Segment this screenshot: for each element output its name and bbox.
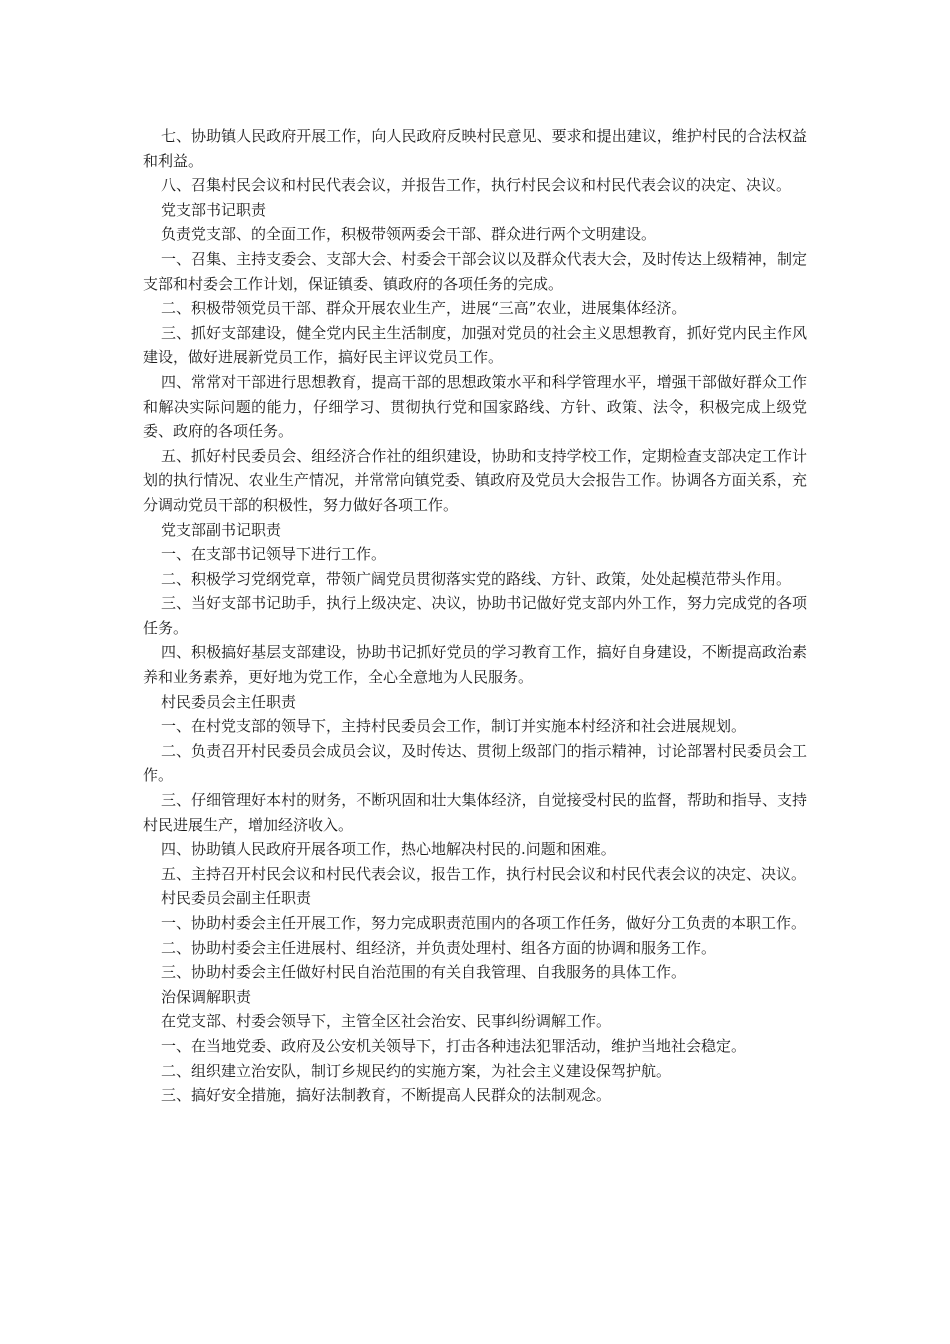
paragraph: 三、搞好安全措施，搞好法制教育，不断提高人民群众的法制观念。 — [161, 1086, 612, 1105]
paragraph: 二、积极带领党员干部、群众开展农业生产，进展“三高”农业，进展集体经济。 — [161, 299, 687, 318]
paragraph: 八、召集村民会议和村民代表会议，并报告工作，执行村民会议和村民代表会议的决定、决议。 — [161, 176, 792, 195]
paragraph: 二、组织建立治安队，制订乡规民约的实施方案，为社会主义建设保驾护航。 — [161, 1061, 672, 1080]
paragraph: 二、协助村委会主任进展村、组经济，并负责处理村、组各方面的协调和服务工作。 — [161, 938, 717, 957]
paragraph: 在党支部、村委会领导下，主管全区社会治安、民事纠纷调解工作。 — [161, 1012, 612, 1031]
paragraph: 一、召集、主持支委会、支部大会、村委会干部会议以及群众代表大会，及时传达上级精神，制定支部和村委会工作计划，保证镇委、镇政府的各项任务的完成。 — [143, 249, 807, 293]
paragraph: 四、协助镇人民政府开展各项工作，热心地解决村民的.问题和困难。 — [161, 840, 616, 859]
paragraph: 一、在当地党委、政府及公安机关领导下，打击各种违法犯罪活动，维护当地社会稳定。 — [161, 1036, 747, 1055]
paragraph: 三、当好支部书记助手，执行上级决定、决议，协助书记做好党支部内外工作，努力完成党的各项任务。 — [143, 594, 807, 637]
paragraph: 五、主持召开村民会议和村民代表会议，报告工作，执行村民会议和村民代表会议的决定、决议。 — [161, 864, 807, 883]
paragraph: 五、抓好村民委员会、组经济合作社的组织建设，协助和支持学校工作，定期检查支部决定工作计划的执行情况、农业生产情况，并常常向镇党委、镇政府及党员大会报告工作。协调各方面关系，充分调动党员干部的积极性，努力做好各项工作。 — [143, 446, 807, 514]
paragraph: 七、协助镇人民政府开展工作，向人民政府反映村民意见、要求和提出建议，维护村民的合法权益和利益。 — [143, 127, 807, 170]
section-heading: 党支部书记职责 — [161, 200, 267, 219]
paragraph: 四、积极搞好基层支部建设，协助书记抓好党员的学习教育工作，搞好自身建设，不断提高政治素养和业务素养，更好地为党工作，全心全意地为人民服务。 — [143, 643, 807, 687]
paragraph: 二、负责召开村民委员会成员会议，及时传达、贯彻上级部门的指示精神，讨论部署村民委员会工作。 — [143, 741, 807, 785]
paragraph: 负责党支部、的全面工作，积极带领两委会干部、群众进行两个文明建设。 — [161, 225, 657, 244]
paragraph: 一、在村党支部的领导下，主持村民委员会工作，制订并实施本村经济和社会进展规划。 — [161, 717, 747, 736]
paragraph: 二、积极学习党纲党章，带领广阔党员贯彻落实党的路线、方针、政策，处处起模范带头作用。 — [161, 569, 792, 588]
paragraph: 一、协助村委会主任开展工作，努力完成职责范围内的各项工作任务，做好分工负责的本职工作。 — [161, 914, 807, 932]
paragraph: 四、常常对干部进行思想教育，提高干部的思想政策水平和科学管理水平，增强干部做好群众工作和解决实际问题的能力，仔细学习、贯彻执行党和国家路线、方针、政策、法令，积极完成上级党委、政府的各项任务。 — [143, 372, 807, 441]
document-page — [143, 124, 807, 1108]
paragraph: 三、仔细管理好本村的财务，不断巩固和壮大集体经济，自觉接受村民的监督，帮助和指导、支持村民进展生产，增加经济收入。 — [143, 791, 807, 834]
section-heading: 治保调解职责 — [161, 987, 252, 1006]
paragraph: 三、协助村委会主任做好村民自治范围的有关自我管理、自我服务的具体工作。 — [161, 963, 687, 982]
section-heading: 村民委员会副主任职责 — [161, 889, 312, 908]
paragraph: 一、在支部书记领导下进行工作。 — [161, 545, 387, 564]
section-heading: 村民委员会主任职责 — [161, 692, 297, 711]
paragraph: 三、抓好支部建设，健全党内民主生活制度，加强对党员的社会主义思想教育，抓好党内民主作风建设，做好进展新党员工作，搞好民主评议党员工作。 — [143, 323, 807, 367]
section-heading: 党支部副书记职责 — [161, 520, 282, 539]
